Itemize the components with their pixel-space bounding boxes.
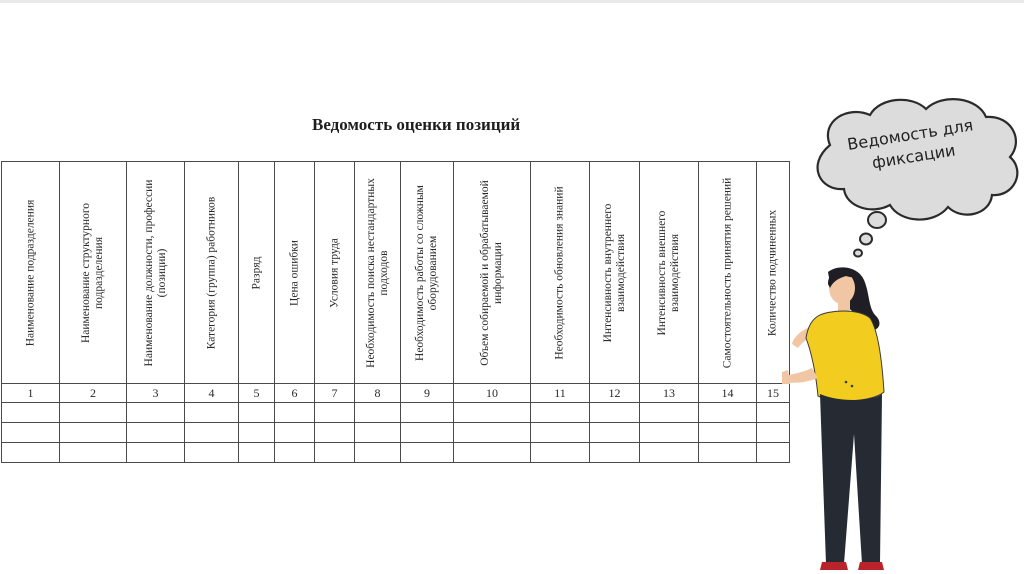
empty-cell (531, 403, 590, 423)
empty-cell (401, 443, 454, 463)
column-number: 13 (640, 384, 699, 403)
empty-cell (185, 423, 239, 443)
empty-cell (2, 423, 60, 443)
column-number: 10 (454, 384, 531, 403)
top-divider (0, 0, 1024, 3)
empty-cell (454, 403, 531, 423)
column-number: 15 (757, 384, 790, 403)
column-header: Наименование структурного подразделения (60, 162, 127, 384)
column-header: Необходимость обновления знаний (531, 162, 590, 384)
callout-text: Ведомость для фиксации (845, 115, 975, 173)
empty-cell (60, 443, 127, 463)
empty-cell (275, 443, 315, 463)
empty-cell (454, 443, 531, 463)
column-header: Необходимость поиска нестандартных подходов (355, 162, 401, 384)
empty-cell (454, 423, 531, 443)
column-number: 6 (275, 384, 315, 403)
column-header: Количество подчиненных (757, 162, 790, 384)
column-header: Наименование подразделения (2, 162, 60, 384)
column-header: Интенсивность внутреннего взаимодействия (590, 162, 640, 384)
empty-cell (185, 443, 239, 463)
empty-cell (531, 443, 590, 463)
assessment-table (1, 161, 790, 463)
empty-cell (315, 403, 355, 423)
empty-cell (2, 403, 60, 423)
document-title: Ведомость оценки позиций (312, 115, 521, 134)
empty-cell (127, 423, 185, 443)
column-number: 8 (355, 384, 401, 403)
column-header: Категория (группа) работников (185, 162, 239, 384)
empty-row (2, 423, 790, 443)
column-header: Необходимость работы со сложным оборудованием (401, 162, 454, 384)
empty-cell (275, 403, 315, 423)
empty-row (2, 443, 790, 463)
empty-cell (315, 423, 355, 443)
empty-cell (185, 403, 239, 423)
column-number: 5 (239, 384, 275, 403)
column-header: Интенсивность внешнего взаимодействия (640, 162, 699, 384)
empty-cell (355, 443, 401, 463)
column-number: 2 (60, 384, 127, 403)
column-number: 14 (699, 384, 757, 403)
column-number-row (2, 384, 790, 403)
column-number: 1 (2, 384, 60, 403)
column-number: 4 (185, 384, 239, 403)
empty-cell (401, 403, 454, 423)
empty-cell (699, 423, 757, 443)
column-header: Цена ошибки (275, 162, 315, 384)
empty-cell (531, 423, 590, 443)
thought-bubble-small (854, 250, 862, 257)
empty-cell (640, 443, 699, 463)
empty-cell (127, 403, 185, 423)
empty-cell (60, 403, 127, 423)
empty-row (2, 403, 790, 423)
empty-cell (640, 423, 699, 443)
empty-cell (590, 443, 640, 463)
empty-cell (315, 443, 355, 463)
column-number: 3 (127, 384, 185, 403)
column-number: 7 (315, 384, 355, 403)
empty-cell (590, 403, 640, 423)
thought-bubble-medium (860, 234, 872, 245)
column-header: Наименование должности, профессии (позиции) (127, 162, 185, 384)
empty-cell (355, 423, 401, 443)
empty-cell (60, 423, 127, 443)
thought-bubble-large (868, 212, 886, 228)
empty-cell (640, 403, 699, 423)
empty-cell (355, 403, 401, 423)
empty-cell (590, 423, 640, 443)
column-header: Разряд (239, 162, 275, 384)
column-number: 9 (401, 384, 454, 403)
column-header: Самостоятельность принятия решений (699, 162, 757, 384)
empty-cell (127, 443, 185, 463)
header-row (2, 162, 790, 384)
empty-cell (401, 423, 454, 443)
column-header: Объем собираемой и обрабатываемой информации (454, 162, 531, 384)
empty-cell (2, 443, 60, 463)
empty-cell (275, 423, 315, 443)
column-number: 12 (590, 384, 640, 403)
empty-cell (699, 443, 757, 463)
empty-cell (699, 403, 757, 423)
empty-cell (239, 443, 275, 463)
column-header: Условия труда (315, 162, 355, 384)
column-number: 11 (531, 384, 590, 403)
empty-cell (239, 423, 275, 443)
empty-cell (239, 403, 275, 423)
woman-illustration-icon (772, 264, 902, 574)
